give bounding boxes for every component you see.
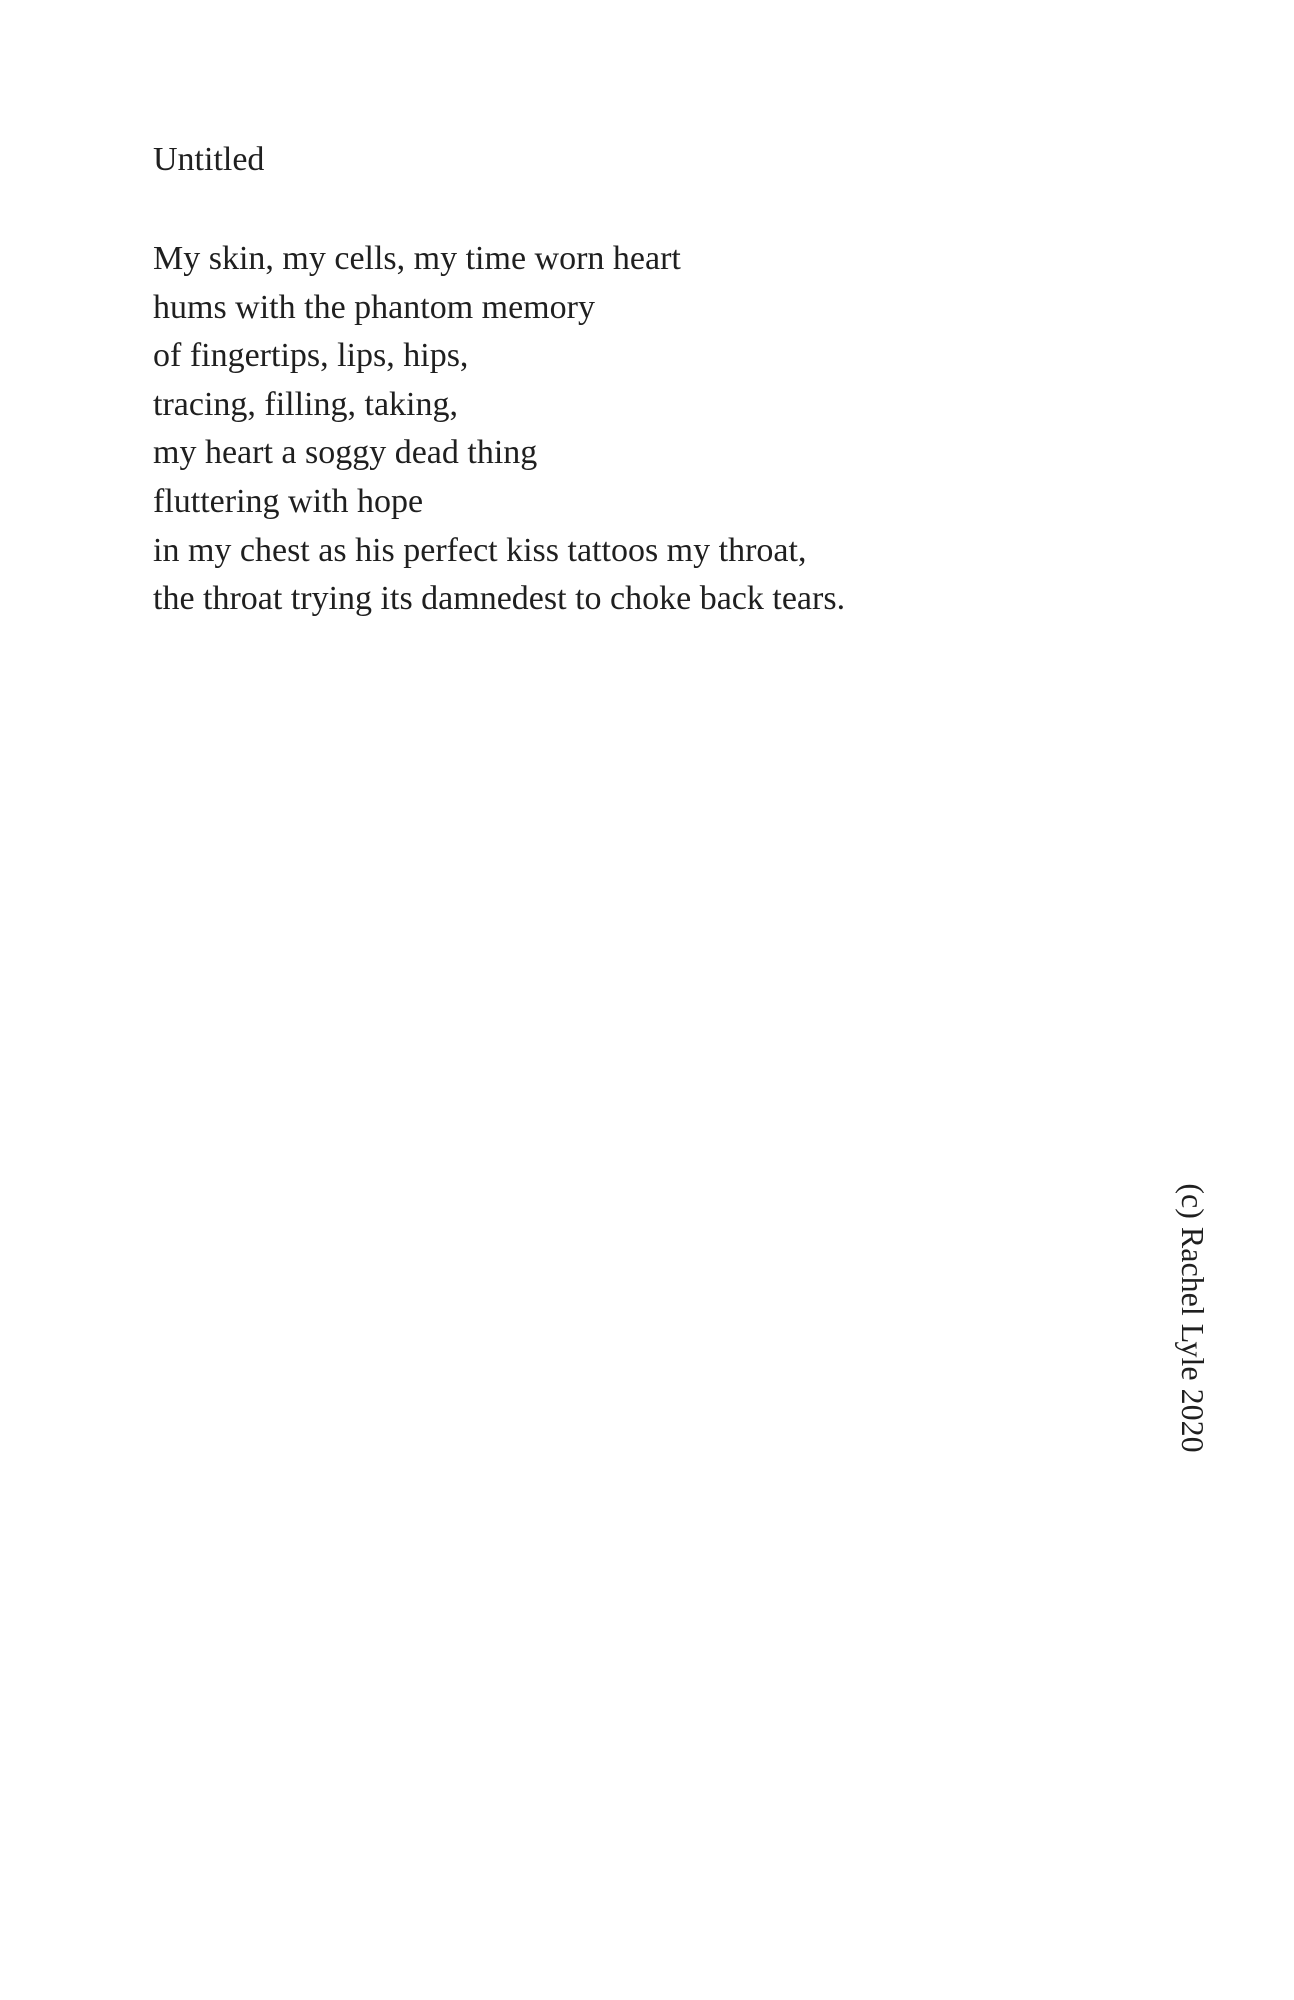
copyright-notice: (c) Rachel Lyle 2020 <box>1175 1183 1211 1453</box>
poem-line: My skin, my cells, my time worn heart <box>153 240 681 277</box>
poem-line: in my chest as his perfect kiss tattoos my throat, <box>153 531 807 569</box>
poem-line: hums with the phantom memory <box>153 288 595 326</box>
poem-title: Untitled <box>153 141 265 178</box>
poem-line: my heart a soggy dead thing <box>153 434 538 472</box>
poem-line: tracing, filling, taking, <box>153 385 458 423</box>
poem-line: fluttering with hope <box>153 482 424 520</box>
poem-line: of fingertips, lips, hips, <box>153 337 469 375</box>
poem-body <box>153 235 845 624</box>
poem-line: the throat trying its damnedest to choke back tears. <box>153 580 846 618</box>
